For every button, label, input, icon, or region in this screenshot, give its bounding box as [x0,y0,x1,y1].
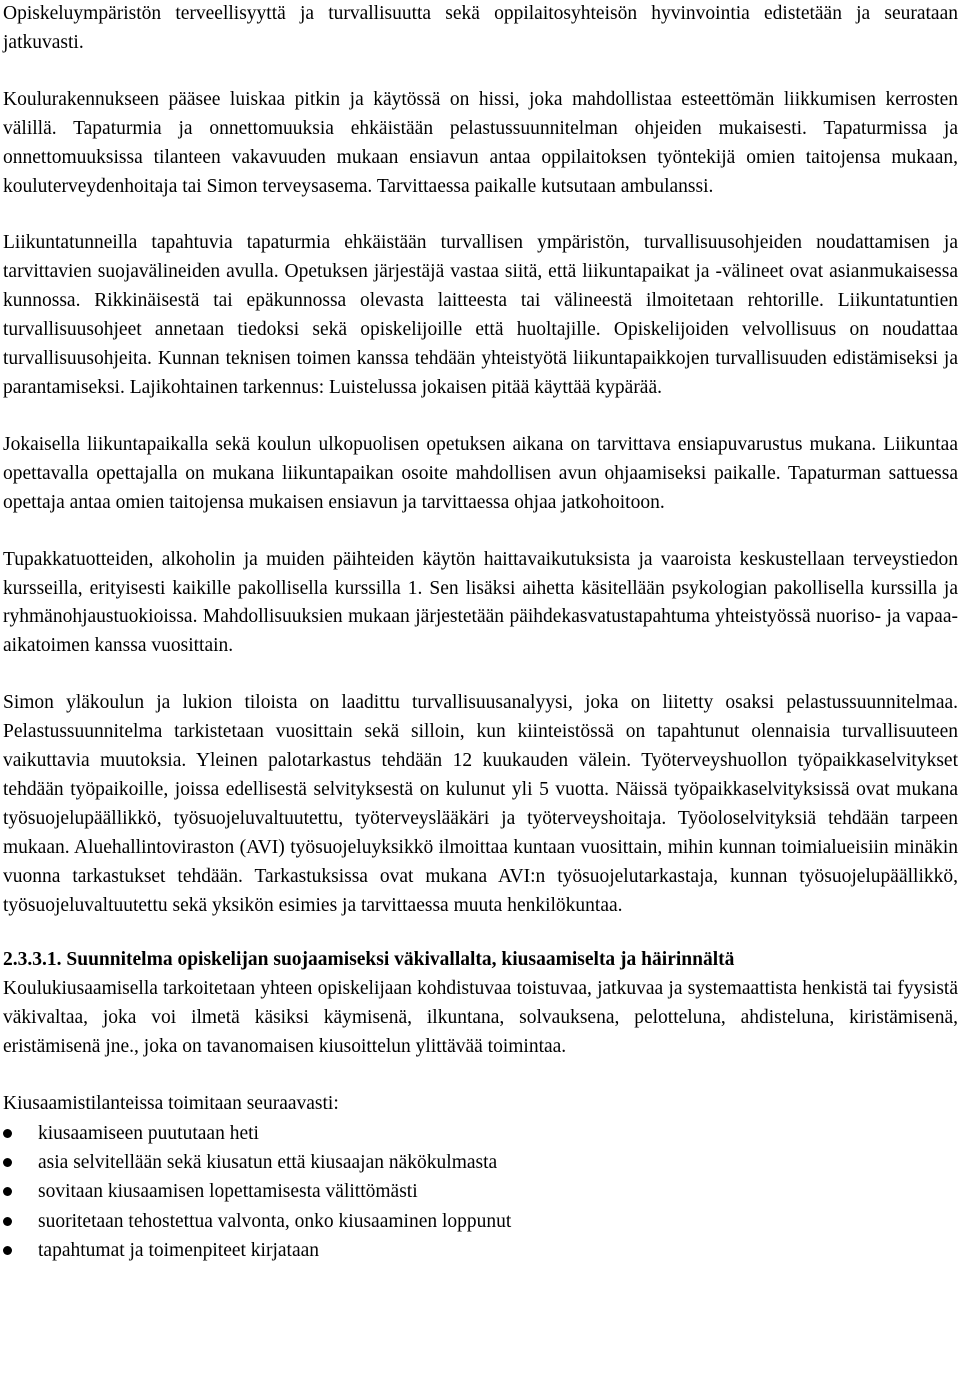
section-heading: 2.3.3.1. Suunnitelma opiskelijan suojaamiseksi väkivallalta, kiusaamiselta ja häirinnältä [3,949,735,971]
bullet-icon [3,1158,12,1167]
section-intro: Koulukiusaamisella tarkoitetaan yhteen opiskelijaan kohdistuvaa toistuvaa, jatkuvaa ja systemaattista henkistä tai fyysistä väkivaltaa, joka voi ilmetä käsiksi käymisenä, ilkuntana, solvauksena, pelotteluna, ahdisteluna, kiristämisenä, eristämisenä jne., joka on tavanomaisen kiusoittelun ylittävää toimintaa. [3,978,958,1058]
list-item [3,1119,958,1148]
list-intro: Kiusaamistilanteissa toimitaan seuraavasti: [3,1093,339,1115]
bullet-icon [3,1129,12,1138]
bullet-icon [3,1246,12,1255]
paragraph-environment: Opiskeluympäristön terveellisyyttä ja turvallisuutta sekä oppilaitosyhteisön hyvinvointia edistetään ja seurataan jatkuvasti. [3,3,958,53]
paragraph-first-aid: Jokaisella liikuntapaikalla sekä koulun ulkopuolisen opetuksen aikana on tarvittava ensiapuvarustus mukana. Liikuntaa opettavalla opettajalla on mukana liikuntapaikan osoite mahdollisen avun ohjaamiseksi paikalle. Tapaturman sattuessa opettaja antaa omien taitojensa mukaisen ensiavun ja tarvittaessa ohjaa jatkohoitoon. [3,433,958,513]
list-item [3,1207,958,1236]
list-item-text: kiusaamiseen puututaan heti [38,1123,259,1144]
list-item-text: sovitaan kiusaamisen lopettamisesta välittömästi [38,1181,418,1203]
paragraph-substances: Tupakkatuotteiden, alkoholin ja muiden päihteiden käytön haittavaikutuksista ja vaaroista keskustellaan terveystiedon kursseilla, erityisesti kaikille pakollisella kurssilla 1. Sen lisäksi aihetta käsitellään psykologian pakollisella kurssilla ja ryhmänohjaustuokioissa. Mahdollisuuksien mukaan järjestetään päihdekasvatustapahtuma yhteistyössä nuoriso- ja vapaa-aikatoimen kanssa vuosittain. [3,548,958,657]
list-item [3,1148,958,1177]
bullet-icon [3,1187,12,1196]
bullet-icon [3,1217,12,1226]
list-item-text: asia selvitellään sekä kiusatun että kiusaajan näkökulmasta [38,1152,498,1174]
paragraph-building-accidents: Koulurakennukseen pääsee luiskaa pitkin ja käytössä on hissi, joka mahdollistaa esteettömän liikkumisen kerrosten välillä. Tapaturmia ja onnettomuuksia ehkäistään pelastussuunnitelman ohjeiden mukaisesti. Tapaturmissa ja onnettomuuksissa tilanteen vakavuuden mukaan ensiavun antaa oppilaitoksen työntekijä omien taitojensa mukaan, kouluterveydenhoitaja tai Simon terveysasema. Tarvittaessa paikalle kutsutaan ambulanssi. [3,88,958,197]
list-item-text: suoritetaan tehostettua valvonta, onko kiusaaminen loppunut [38,1210,512,1232]
paragraph-safety-analysis: Simon yläkoulun ja lukion tiloista on laadittu turvallisuusanalyysi, joka on liitetty osaksi pelastussuunnitelmaa. Pelastussuunnitelma tarkistetaan vuosittain sekä silloin, kun kiinteistössä on tapahtunut olennaisia turvallisuuteen vaikuttavia muutoksia. Yleinen palotarkastus tehdään 12 kuukauden välein. Työterveyshuollon työpaikkaselvitykset tehdään työpaikoille, joissa edellisestä selvityksestä on kulunut yli 5 vuotta. Näissä työpaikkaselvityksissä ovat mukana työsuojelupäällikkö, työsuojeluvaltuutettu, työterveyslääkäri ja työterveyshoitaja. Työoloselvityksiä tehdään tarpeen mukaan. Aluehallintoviraston (AVI) työsuojeluyksikkö ilmoittaa kuntaan vuosittain, mihin kunnan toimialueisiin minäkin vuonna tarkastukset tehdään. Tarkastuksissa ovat mukana AVI:n työsuojelutarkastaja, kunnan työsuojelupäällikkö, työsuojeluvaltuutettu sekä yksikön esimies ja tarvittaessa muuta henkilökuntaa. [3,692,958,916]
list-item [3,1236,958,1265]
list-item-text: tapahtumat ja toimenpiteet kirjataan [38,1239,320,1261]
list-item [3,1177,958,1206]
bullet-list [3,1119,958,1265]
paragraph-pe-safety: Liikuntatunneilla tapahtuvia tapaturmia ehkäistään turvallisen ympäristön, turvallisuusohjeiden noudattamisen ja tarvittavien suojavälineiden avulla. Opetuksen järjestäjä vastaa siitä, että liikuntapaikat ja -välineet ovat asianmukaisessa kunnossa. Rikkinäisestä tai epäkunnossa olevasta laitteesta tai välineestä ilmoitetaan rehtorille. Liikuntatuntien turvallisuusohjeet annetaan tiedoksi sekä opiskelijoille että huoltajille. Opiskelijoiden velvollisuus on noudattaa turvallisuusohjeita. Kunnan teknisen toimen kanssa tehdään yhteistyötä liikuntapaikkojen turvallisuuden edistämiseksi ja parantamiseksi. Lajikohtainen tarkennus: Luistelussa jokaisen pitää käyttää kypärää. [3,232,958,398]
